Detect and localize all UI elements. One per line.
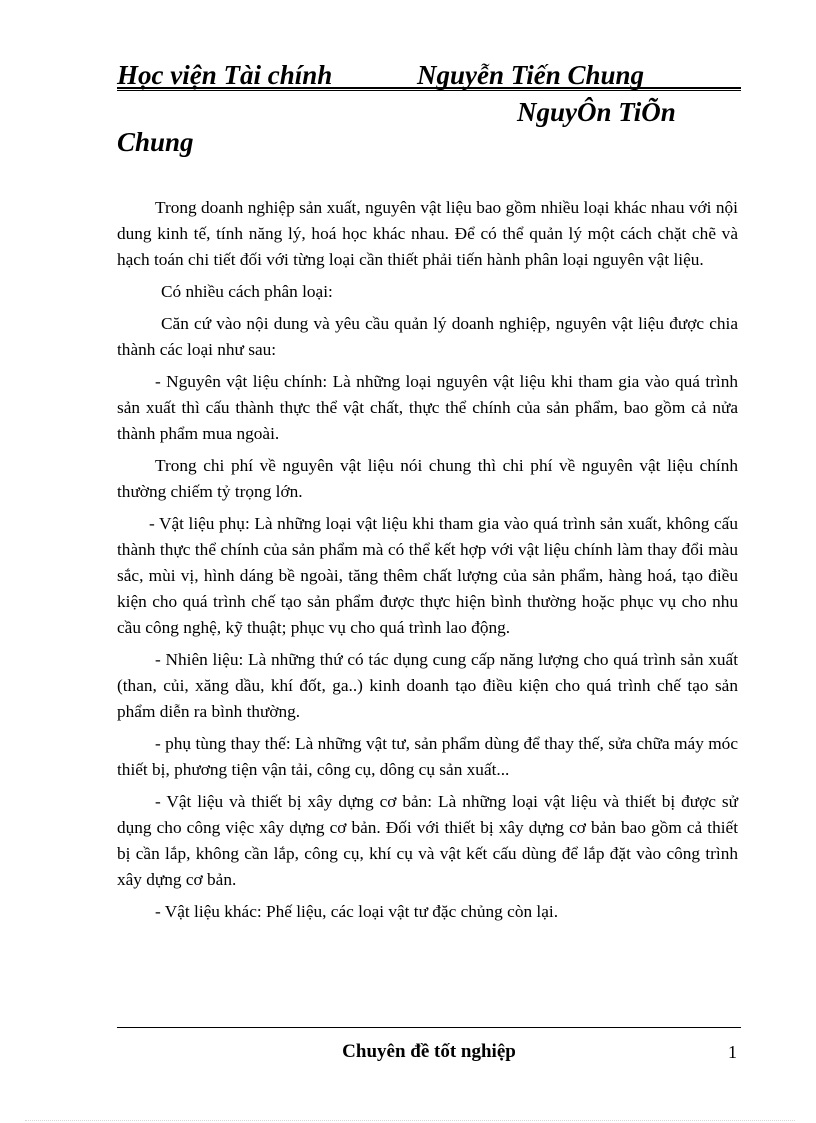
footer-rule [117, 1027, 741, 1028]
header-author-name: Nguyễn Tiến Chung [417, 60, 645, 90]
footer-page-number: 1 [728, 1042, 737, 1062]
paragraph-fuel: - Nhiên liệu: Là những thứ có tác dụng cung cấp năng lượng cho quá trình sản xuất (than, củi, xăng dầu, khí đốt, ga..) kinh doanh tạo điều kiện cho quá trình chế tạo sản phẩm diễn ra bình thường. [117, 650, 738, 721]
document-body [117, 195, 738, 931]
paragraph-intro: Trong doanh nghiệp sản xuất, nguyên vật liệu bao gồm nhiều loại khác nhau với nội dung kinh tế, tính năng lý, hoá học khác nhau. Để có thể quản lý một cách chặt chẽ và hạch toán chi tiết đối với từng loại cần thiết phải tiến hành phân loại nguyên vật liệu. [117, 198, 738, 269]
paragraph-auxiliary-materials: - Vật liệu phụ: Là những loại vật liệu khi tham gia vào quá trình sản xuất, không cấu thành thực thể chính của sản phẩm mà có thể kết hợp với vật liệu chính làm thay đổi màu sắc, mùi vị, hình dáng bề ngoài, tăng thêm chất lượng của sản phẩm, hàng hoá, tạo điều kiện cho quá trình chế tạo sản phẩm được thực hiện bình thường hoặc phục vụ cho nhu cầu công nghệ, kỹ thuật; phục vụ cho quá trình lao động. [117, 514, 738, 637]
paragraph-construction-materials: - Vật liệu và thiết bị xây dựng cơ bản: Là những loại vật liệu và thiết bị được sử dụng cho công việc xây dựng cơ bản. Đối với thiết bị xây dựng cơ bản bao gồm cả thiết bị cần lắp, không cần lắp, công cụ, khí cụ và vật kết cấu dùng để lắp đặt vào công trình xây dựng cơ bản. [117, 792, 738, 889]
paragraph-other-materials: - Vật liệu khác: Phế liệu, các loại vật tư đặc chủng còn lại. [155, 902, 559, 921]
page-bottom-border [25, 1120, 795, 1121]
paragraph-spare-parts: - phụ tùng thay thế: Là những vật tư, sản phẩm dùng để thay thế, sửa chữa máy móc thiết bị, phương tiện vận tải, công cụ, dông cụ sản xuất... [117, 734, 738, 779]
paragraph-classification-lead: Có nhiều cách phân loại: [161, 282, 333, 301]
paragraph-classification-basis: Căn cứ vào nội dung và yêu cầu quản lý doanh nghiệp, nguyên vật liệu được chia thành các loại như sau: [117, 314, 738, 359]
header-garbled-author-continuation: Chung [117, 127, 194, 157]
paragraph-main-materials: - Nguyên vật liệu chính: Là những loại nguyên vật liệu khi tham gia vào quá trình sản xuất thì cấu thành thực thể vật chất, thực thể chính của sản phẩm, bao gồm cả nửa thành phẩm mua ngoài. [117, 372, 738, 443]
header-school-name: Học viện Tài chính [117, 60, 333, 90]
paragraph-main-materials-cost: Trong chi phí về nguyên vật liệu nói chung thì chi phí về nguyên vật liệu chính thường chiếm tỷ trọng lớn. [117, 456, 738, 501]
footer-title: Chuyên đề tốt nghiệp [342, 1041, 516, 1062]
header-rule [117, 87, 741, 91]
header-garbled-author-line: NguyÔn TiÕn [517, 97, 676, 127]
page-header [117, 60, 741, 160]
